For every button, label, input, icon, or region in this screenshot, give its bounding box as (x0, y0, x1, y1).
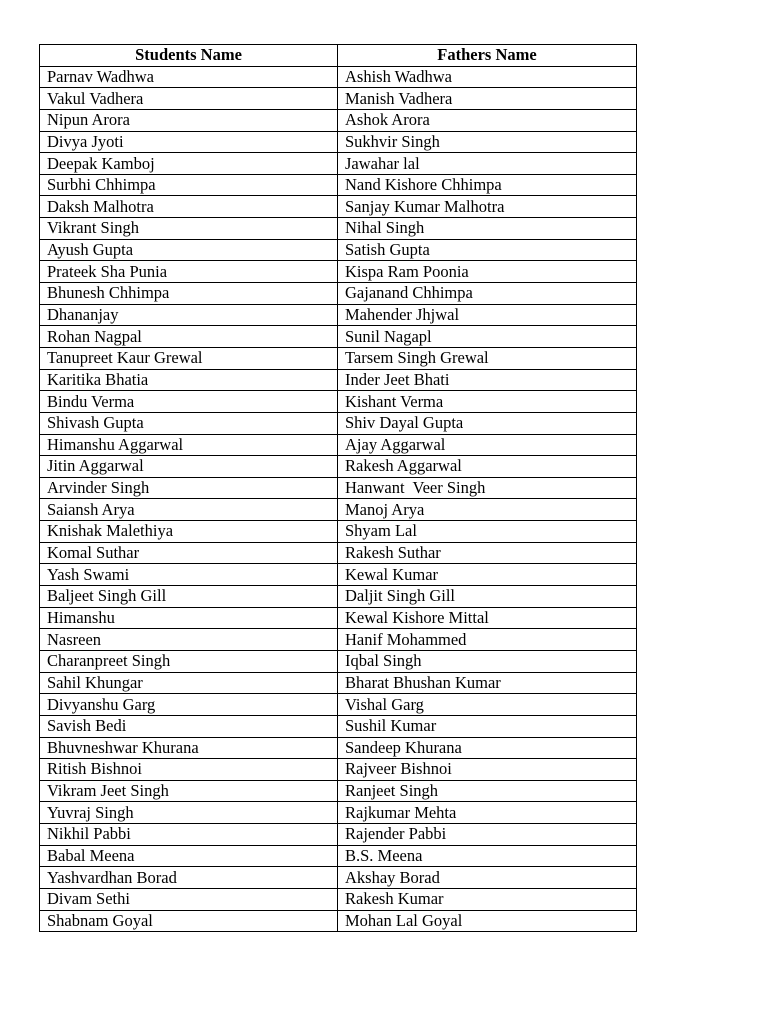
father-name-cell: Mahender Jhjwal (338, 304, 637, 326)
table-row (40, 477, 637, 499)
student-name-cell: Bhuvneshwar Khurana (40, 737, 338, 759)
table-row (40, 737, 637, 759)
father-name-cell: Sunil Nagapl (338, 326, 637, 348)
father-name-cell: Daljit Singh Gill (338, 586, 637, 608)
student-name-cell: Baljeet Singh Gill (40, 586, 338, 608)
student-name-cell: Divam Sethi (40, 888, 338, 910)
student-name-cell: Bhunesh Chhimpa (40, 283, 338, 305)
table-row (40, 824, 637, 846)
students-fathers-table (39, 44, 637, 932)
table-row (40, 153, 637, 175)
table-row (40, 867, 637, 889)
student-name-cell: Ayush Gupta (40, 239, 338, 261)
table-row (40, 66, 637, 88)
table-row (40, 650, 637, 672)
father-name-cell: Ashish Wadhwa (338, 66, 637, 88)
father-name-cell: Iqbal Singh (338, 650, 637, 672)
table-row (40, 326, 637, 348)
father-name-cell: Sanjay Kumar Malhotra (338, 196, 637, 218)
table-row (40, 196, 637, 218)
table-row (40, 715, 637, 737)
father-name-cell: Hanif Mohammed (338, 629, 637, 651)
student-name-cell: Himanshu (40, 607, 338, 629)
father-name-cell: Rakesh Kumar (338, 888, 637, 910)
father-name-cell: Jawahar lal (338, 153, 637, 175)
father-name-cell: Nihal Singh (338, 218, 637, 240)
table-row (40, 802, 637, 824)
table-row (40, 88, 637, 110)
father-name-cell: Ashok Arora (338, 109, 637, 131)
table-row (40, 564, 637, 586)
student-name-cell: Dhananjay (40, 304, 338, 326)
table-row (40, 845, 637, 867)
student-name-cell: Rohan Nagpal (40, 326, 338, 348)
student-name-cell: Ritish Bishnoi (40, 759, 338, 781)
student-name-cell: Jitin Aggarwal (40, 456, 338, 478)
student-name-cell: Karitika Bhatia (40, 369, 338, 391)
father-name-cell: Hanwant Veer Singh (338, 477, 637, 499)
table-row (40, 109, 637, 131)
student-name-cell: Komal Suthar (40, 542, 338, 564)
table-row (40, 521, 637, 543)
student-name-cell: Divya Jyoti (40, 131, 338, 153)
father-name-cell: Gajanand Chhimpa (338, 283, 637, 305)
student-name-cell: Nipun Arora (40, 109, 338, 131)
student-name-cell: Nasreen (40, 629, 338, 651)
student-name-cell: Himanshu Aggarwal (40, 434, 338, 456)
father-name-cell: Manish Vadhera (338, 88, 637, 110)
table-row (40, 759, 637, 781)
father-name-cell: B.S. Meena (338, 845, 637, 867)
student-name-cell: Shabnam Goyal (40, 910, 338, 932)
table-row (40, 347, 637, 369)
father-name-cell: Mohan Lal Goyal (338, 910, 637, 932)
father-name-cell: Shyam Lal (338, 521, 637, 543)
student-name-cell: Shivash Gupta (40, 412, 338, 434)
table-header (40, 45, 637, 67)
table-row (40, 499, 637, 521)
father-name-cell: Ajay Aggarwal (338, 434, 637, 456)
table-row (40, 672, 637, 694)
father-name-cell: Rakesh Aggarwal (338, 456, 637, 478)
students-name-header: Students Name (40, 45, 338, 67)
table-row (40, 607, 637, 629)
father-name-cell: Sushil Kumar (338, 715, 637, 737)
father-name-cell: Nand Kishore Chhimpa (338, 174, 637, 196)
student-name-cell: Parnav Wadhwa (40, 66, 338, 88)
student-name-cell: Vikrant Singh (40, 218, 338, 240)
student-name-cell: Yash Swami (40, 564, 338, 586)
student-name-cell: Divyanshu Garg (40, 694, 338, 716)
student-name-cell: Vakul Vadhera (40, 88, 338, 110)
father-name-cell: Kewal Kishore Mittal (338, 607, 637, 629)
table-row (40, 434, 637, 456)
father-name-cell: Rajender Pabbi (338, 824, 637, 846)
table-row (40, 369, 637, 391)
fathers-name-header: Fathers Name (338, 45, 637, 67)
student-name-cell: Yashvardhan Borad (40, 867, 338, 889)
father-name-cell: Kispa Ram Poonia (338, 261, 637, 283)
table-row (40, 910, 637, 932)
student-name-cell: Knishak Malethiya (40, 521, 338, 543)
table-row (40, 304, 637, 326)
table-row (40, 283, 637, 305)
student-name-cell: Tanupreet Kaur Grewal (40, 347, 338, 369)
father-name-cell: Bharat Bhushan Kumar (338, 672, 637, 694)
father-name-cell: Manoj Arya (338, 499, 637, 521)
father-name-cell: Inder Jeet Bhati (338, 369, 637, 391)
student-name-cell: Saiansh Arya (40, 499, 338, 521)
table-row (40, 131, 637, 153)
student-name-cell: Daksh Malhotra (40, 196, 338, 218)
father-name-cell: Kewal Kumar (338, 564, 637, 586)
header-row (40, 45, 637, 67)
table-row (40, 542, 637, 564)
table-row (40, 780, 637, 802)
table-row (40, 888, 637, 910)
student-name-cell: Arvinder Singh (40, 477, 338, 499)
father-name-cell: Satish Gupta (338, 239, 637, 261)
father-name-cell: Tarsem Singh Grewal (338, 347, 637, 369)
table-row (40, 586, 637, 608)
table-row (40, 174, 637, 196)
father-name-cell: Shiv Dayal Gupta (338, 412, 637, 434)
father-name-cell: Rakesh Suthar (338, 542, 637, 564)
father-name-cell: Ranjeet Singh (338, 780, 637, 802)
student-name-cell: Charanpreet Singh (40, 650, 338, 672)
father-name-cell: Sandeep Khurana (338, 737, 637, 759)
student-name-cell: Bindu Verma (40, 391, 338, 413)
student-name-cell: Yuvraj Singh (40, 802, 338, 824)
table-row (40, 694, 637, 716)
table-row (40, 261, 637, 283)
father-name-cell: Kishant Verma (338, 391, 637, 413)
table-row (40, 239, 637, 261)
father-name-cell: Rajveer Bishnoi (338, 759, 637, 781)
father-name-cell: Rajkumar Mehta (338, 802, 637, 824)
student-name-cell: Sahil Khungar (40, 672, 338, 694)
table-row (40, 391, 637, 413)
table-row (40, 456, 637, 478)
student-name-cell: Babal Meena (40, 845, 338, 867)
table-row (40, 218, 637, 240)
father-name-cell: Sukhvir Singh (338, 131, 637, 153)
father-name-cell: Vishal Garg (338, 694, 637, 716)
table-row (40, 412, 637, 434)
table-row (40, 629, 637, 651)
student-name-cell: Deepak Kamboj (40, 153, 338, 175)
student-name-cell: Surbhi Chhimpa (40, 174, 338, 196)
table-body (40, 66, 637, 932)
student-name-cell: Vikram Jeet Singh (40, 780, 338, 802)
student-name-cell: Prateek Sha Punia (40, 261, 338, 283)
student-name-cell: Nikhil Pabbi (40, 824, 338, 846)
student-name-cell: Savish Bedi (40, 715, 338, 737)
father-name-cell: Akshay Borad (338, 867, 637, 889)
